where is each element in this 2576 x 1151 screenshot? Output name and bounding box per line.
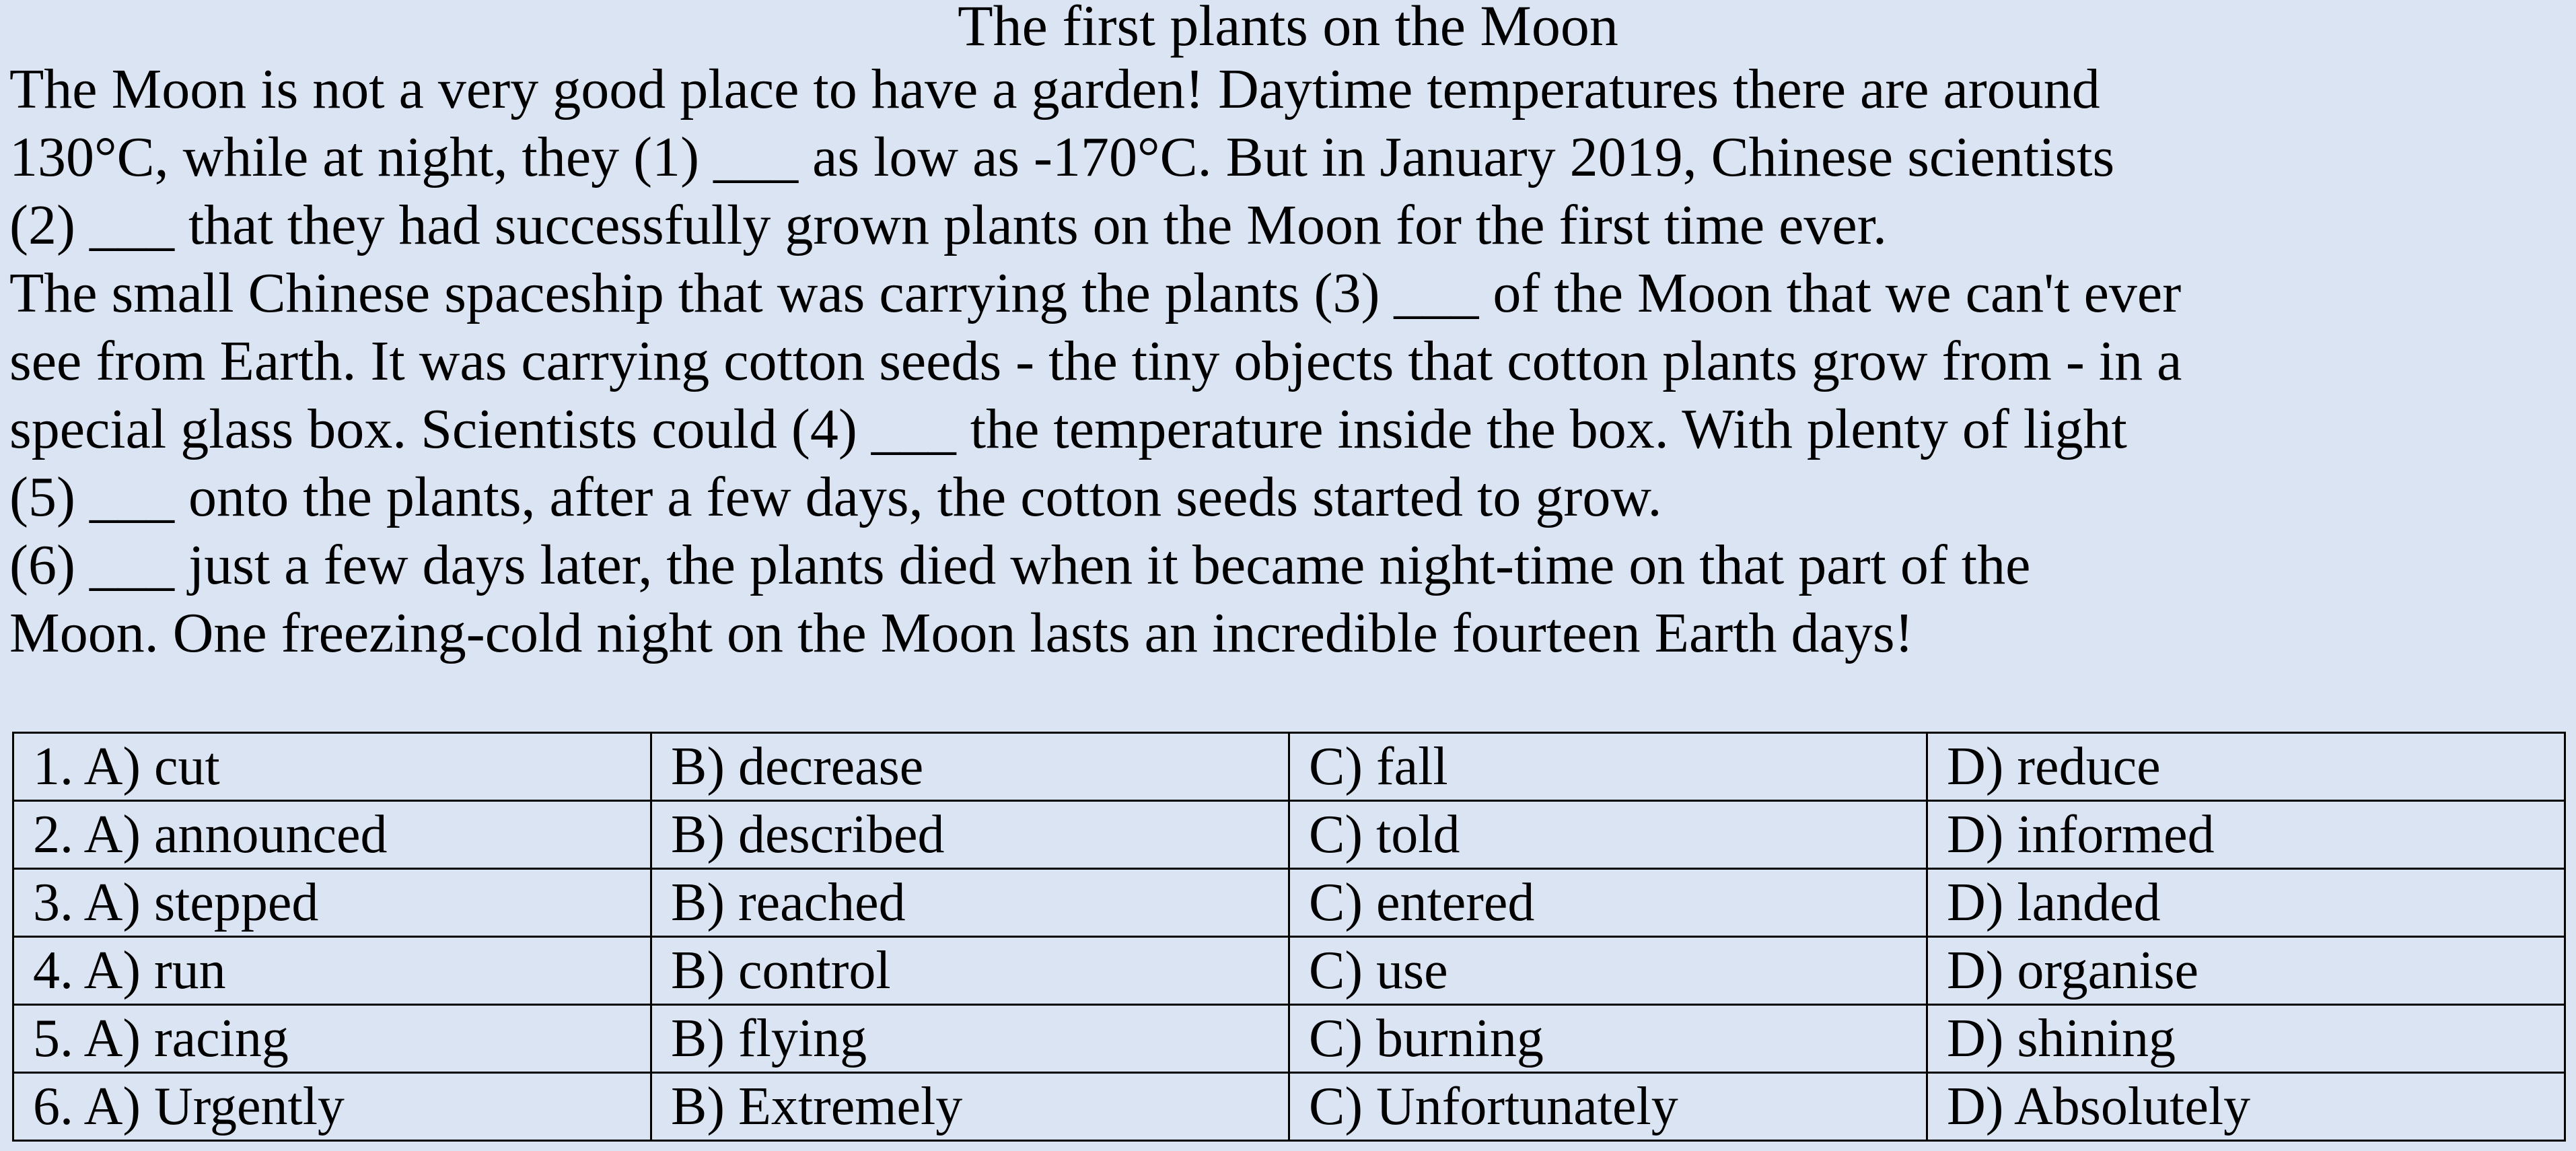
passage-line: Moon. One freezing-cold night on the Moon lasts an incredible fourteen Earth days! [9,602,1914,664]
passage-line: special glass box. Scientists could (4) ___ the temperature inside the box. With plenty of light [9,398,2127,460]
table-row [13,1073,2565,1141]
page-title: The first plants on the Moon [958,0,1618,58]
table-row [13,1005,2565,1073]
passage-line: (6) ___ just a few days later, the plants died when it became night-time on that part of the [9,534,2031,596]
passage-line: (5) ___ onto the plants, after a few days, the cotton seeds started to grow. [9,466,1662,528]
option-cell: D) shining [1927,1005,2565,1073]
option-cell: D) organise [1927,937,2565,1005]
option-cell: C) burning [1289,1005,1927,1073]
option-cell: 1. A) cut [13,733,651,801]
option-cell: B) decrease [651,733,1289,801]
passage-line: see from Earth. It was carrying cotton seeds - the tiny objects that cotton plants grow from - in a [9,330,2182,392]
option-cell: B) Extremely [651,1073,1289,1141]
table-row [13,869,2565,937]
option-cell: B) described [651,801,1289,869]
option-cell: B) control [651,937,1289,1005]
option-cell: 2. A) announced [13,801,651,869]
option-cell: D) Absolutely [1927,1073,2565,1141]
option-cell: C) use [1289,937,1927,1005]
option-cell: B) flying [651,1005,1289,1073]
option-cell: D) informed [1927,801,2565,869]
option-cell: C) fall [1289,733,1927,801]
option-cell: 5. A) racing [13,1005,651,1073]
table-row [13,801,2565,869]
option-cell: 3. A) stepped [13,869,651,937]
option-cell: D) reduce [1927,733,2565,801]
option-cell: C) told [1289,801,1927,869]
option-cell: 4. A) run [13,937,651,1005]
option-cell: D) landed [1927,869,2565,937]
table-row [13,733,2565,801]
option-cell: 6. A) Urgently [13,1073,651,1141]
passage-text [9,55,2576,667]
passage-line: (2) ___ that they had successfully grown plants on the Moon for the first time ever. [9,194,1888,256]
option-cell: B) reached [651,869,1289,937]
passage-line: The Moon is not a very good place to have a garden! Daytime temperatures there are around [9,58,2100,120]
passage-line: The small Chinese spaceship that was carrying the plants (3) ___ of the Moon that we can't ever [9,262,2182,324]
option-cell: C) Unfortunately [1289,1073,1927,1141]
table-row [13,937,2565,1005]
option-cell: C) entered [1289,869,1927,937]
passage-line: 130°C, while at night, they (1) ___ as low as -170°C. But in January 2019, Chinese scientists [9,126,2115,188]
options-table [12,732,2566,1142]
